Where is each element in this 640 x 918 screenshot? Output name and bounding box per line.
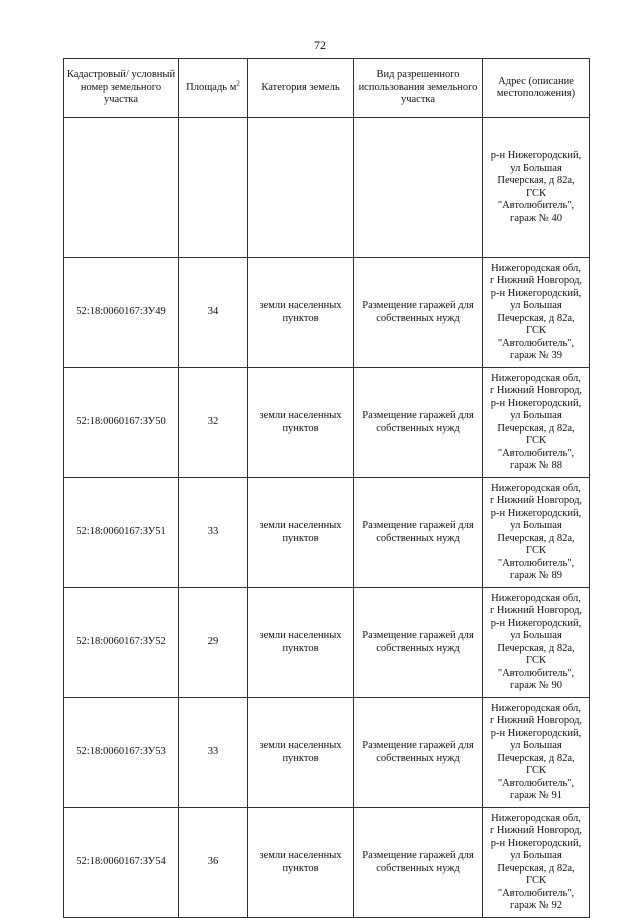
address-line: ГСК [526, 325, 546, 336]
table-row [64, 698, 590, 808]
address-line: ул Большая [510, 740, 562, 751]
cell-address [483, 588, 590, 698]
address-line: гараж № 39 [510, 350, 562, 361]
address-line: Печерская, д 82а, [497, 532, 575, 544]
address-line: Печерская, д 82а, [497, 862, 575, 874]
header-address: Адрес (описание местоположения) [483, 59, 590, 118]
address-line: ГСК [526, 435, 546, 446]
address-line: Нижегородская обл, [491, 592, 581, 604]
cell-category [248, 118, 354, 258]
address-line: ул Большая [510, 520, 562, 531]
address-line: ул Большая [510, 630, 562, 641]
page-number: 72 [314, 38, 326, 52]
address-line: г Нижний Новгород, [489, 275, 583, 286]
header-area-label: Площадь м [186, 81, 237, 93]
address-line: р-н Нижегородский, [490, 150, 582, 161]
cell-category: земли населенных пунктов [248, 698, 354, 808]
cell-category: земли населенных пунктов [248, 258, 354, 368]
cell-area: 33 [179, 478, 248, 588]
cell-category: земли населенных пунктов [248, 478, 354, 588]
address-line: г Нижний Новгород, [489, 385, 583, 396]
address-line: ул Большая [510, 162, 562, 174]
table-row [64, 478, 590, 588]
header-area-sup: 2 [236, 79, 240, 88]
address-line: гараж № 90 [510, 680, 562, 691]
cell-category: земли населенных пунктов [248, 588, 354, 698]
table-header [64, 59, 590, 118]
address-line: "Автолюбитель", [497, 887, 575, 899]
cell-address [483, 808, 590, 918]
cell-cadastral: 52:18:0060167:ЗУ52 [64, 588, 179, 698]
cell-area: 32 [179, 368, 248, 478]
address-line: гараж № 89 [510, 570, 562, 581]
address-line: р-н Нижегородский, [490, 617, 582, 629]
cell-address [483, 368, 590, 478]
header-use: Вид разрешенного использования земельного участка [354, 59, 483, 118]
table-body [64, 118, 590, 918]
cell-address [483, 118, 590, 258]
cell-use: Размещение гаражей для собственных нужд [354, 808, 483, 918]
address-line: г Нижний Новгород, [489, 605, 583, 616]
address-line: Нижегородская обл, [491, 262, 581, 274]
address-line: ГСК [526, 875, 546, 886]
address-line: Печерская, д 82а, [497, 642, 575, 654]
cell-category: земли населенных пунктов [248, 808, 354, 918]
address-line: гараж № 40 [510, 212, 562, 224]
address-line: Нижегородская обл, [491, 482, 581, 494]
address-line: "Автолюбитель", [497, 337, 575, 349]
address-line: Печерская, д 82а, [497, 312, 575, 324]
address-line: г Нижний Новгород, [489, 495, 583, 506]
land-plots-table [63, 58, 590, 918]
cell-area: 33 [179, 698, 248, 808]
address-line: Печерская, д 82а, [497, 752, 575, 764]
cell-use: Размещение гаражей для собственных нужд [354, 258, 483, 368]
header-area [179, 59, 248, 118]
address-line: Нижегородская обл, [491, 812, 581, 824]
cell-address [483, 698, 590, 808]
cell-use: Размещение гаражей для собственных нужд [354, 478, 483, 588]
cell-area [179, 118, 248, 258]
cell-cadastral: 52:18:0060167:ЗУ53 [64, 698, 179, 808]
cell-area: 36 [179, 808, 248, 918]
address-line: р-н Нижегородский, [490, 837, 582, 849]
header-category: Категория земель [248, 59, 354, 118]
address-line: гараж № 88 [510, 460, 562, 471]
cell-use: Размещение гаражей для собственных нужд [354, 368, 483, 478]
cell-cadastral: 52:18:0060167:ЗУ54 [64, 808, 179, 918]
address-line: ГСК [526, 655, 546, 666]
address-line: ул Большая [510, 410, 562, 421]
cell-area: 34 [179, 258, 248, 368]
table-row [64, 808, 590, 918]
table-row [64, 258, 590, 368]
cell-category: земли населенных пунктов [248, 368, 354, 478]
cell-cadastral [64, 118, 179, 258]
address-line: р-н Нижегородский, [490, 397, 582, 409]
address-line: ул Большая [510, 300, 562, 311]
address-line: "Автолюбитель", [497, 777, 575, 789]
cell-cadastral: 52:18:0060167:ЗУ50 [64, 368, 179, 478]
address-line: г Нижний Новгород, [489, 825, 583, 836]
table-row [64, 588, 590, 698]
cell-use [354, 118, 483, 258]
header-cadastral: Кадастровый/ условный номер земельного участка [64, 59, 179, 118]
table-row-continued [64, 118, 590, 258]
address-line: р-н Нижегородский, [490, 287, 582, 299]
address-line: ГСК [526, 545, 546, 556]
address-line: р-н Нижегородский, [490, 507, 582, 519]
cell-address [483, 258, 590, 368]
address-line: Печерская, д 82а, [497, 422, 575, 434]
address-line: р-н Нижегородский, [490, 727, 582, 739]
cell-cadastral: 52:18:0060167:ЗУ49 [64, 258, 179, 368]
cell-use: Размещение гаражей для собственных нужд [354, 698, 483, 808]
address-line: г Нижний Новгород, [489, 715, 583, 726]
address-line: гараж № 92 [510, 900, 562, 911]
address-line: "Автолюбитель", [497, 447, 575, 459]
cell-use: Размещение гаражей для собственных нужд [354, 588, 483, 698]
address-line: ГСК [526, 765, 546, 776]
address-line: "Автолюбитель", [497, 557, 575, 569]
cell-area: 29 [179, 588, 248, 698]
address-line: гараж № 91 [510, 790, 562, 801]
address-line: "Автолюбитель", [497, 667, 575, 679]
cell-address [483, 478, 590, 588]
address-line: ГСК [526, 187, 546, 199]
table-row [64, 368, 590, 478]
address-line: Нижегородская обл, [491, 702, 581, 714]
address-line: Печерская, д 82а, [497, 175, 575, 186]
address-line: "Автолюбитель", [497, 200, 575, 211]
cell-cadastral: 52:18:0060167:ЗУ51 [64, 478, 179, 588]
address-line: Нижегородская обл, [491, 372, 581, 384]
address-line: ул Большая [510, 850, 562, 861]
